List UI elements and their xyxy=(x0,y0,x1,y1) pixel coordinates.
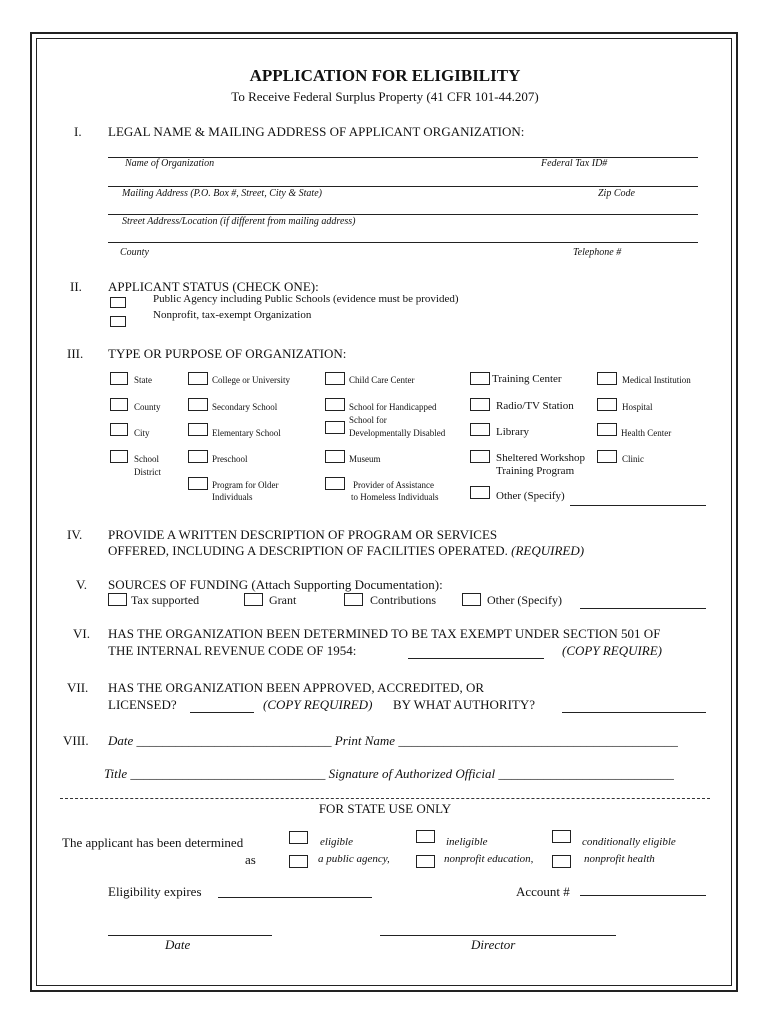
section-6-line-1: HAS THE ORGANIZATION BEEN DETERMINED TO BE TAX EXEMPT UNDER SECTION 501 OF xyxy=(108,626,661,641)
street-address-line[interactable] xyxy=(108,214,698,215)
section-4-line-2 xyxy=(108,543,584,559)
authority-answer-line[interactable] xyxy=(562,712,706,713)
conditionally-eligible-checkbox[interactable] xyxy=(552,830,571,843)
contributions-label: Contributions xyxy=(370,593,437,607)
radio-tv-label: Radio/TV Station xyxy=(496,400,574,412)
conditionally-eligible-label: conditionally eligible xyxy=(582,836,676,848)
section-3-heading: TYPE OR PURPOSE OF ORGANIZATION: xyxy=(108,346,347,361)
tax-supported-checkbox[interactable] xyxy=(108,593,127,606)
as-label: as xyxy=(245,852,256,867)
grant-checkbox[interactable] xyxy=(244,593,263,606)
section-2-heading: APPLICANT STATUS (CHECK ONE): xyxy=(108,279,319,294)
college-checkbox[interactable] xyxy=(188,372,208,385)
state-checkbox[interactable] xyxy=(110,372,128,385)
section-7-numeral: VII. xyxy=(67,680,89,695)
radio-tv-checkbox[interactable] xyxy=(470,398,490,411)
contributions-checkbox[interactable] xyxy=(344,593,363,606)
section-1-numeral: I. xyxy=(74,124,82,139)
tax-id-label: Federal Tax ID# xyxy=(541,158,608,169)
museum-checkbox[interactable] xyxy=(325,450,345,463)
section-4-line-1: PROVIDE A WRITTEN DESCRIPTION OF PROGRAM OR SERVICES xyxy=(108,527,498,542)
section-4-line-2-text: OFFERED, INCLUDING A DESCRIPTION OF FACILITIES OPERATED. xyxy=(108,543,508,558)
other-type-checkbox[interactable] xyxy=(470,486,490,499)
state-use-divider xyxy=(60,798,710,799)
tax-supported-label: Tax supported xyxy=(131,593,200,607)
grant-label: Grant xyxy=(269,593,297,607)
section-6-copy-required: (COPY REQUIRE) xyxy=(562,643,663,658)
director-label: Director xyxy=(471,937,516,952)
health-center-label: Health Center xyxy=(621,428,672,438)
ineligible-checkbox[interactable] xyxy=(416,830,435,843)
medical-institution-label: Medical Institution xyxy=(622,375,691,385)
county-line[interactable] xyxy=(108,242,698,243)
zip-code-label: Zip Code xyxy=(598,188,635,199)
museum-label: Museum xyxy=(349,454,381,464)
older-individuals-checkbox[interactable] xyxy=(188,477,208,490)
child-care-label: Child Care Center xyxy=(349,375,415,385)
medical-institution-checkbox[interactable] xyxy=(597,372,617,385)
school-district-checkbox[interactable] xyxy=(110,450,128,463)
section-7-authority: BY WHAT AUTHORITY? xyxy=(393,697,536,712)
eligibility-expires-label: Eligibility expires xyxy=(108,884,202,899)
public-agency-label: Public Agency including Public Schools (evidence must be provided) xyxy=(153,293,459,305)
state-label: State xyxy=(134,375,152,385)
account-line[interactable] xyxy=(580,895,706,896)
org-name-label: Name of Organization xyxy=(125,158,215,169)
public-agency-state-label: a public agency, xyxy=(318,853,390,865)
date-signature-line[interactable] xyxy=(108,935,272,936)
section-5-numeral: V. xyxy=(76,577,87,592)
ineligible-label: ineligible xyxy=(446,836,488,848)
other-funding-specify-line[interactable] xyxy=(580,608,706,609)
nonprofit-education-label: nonprofit education, xyxy=(444,853,534,865)
nonprofit-checkbox[interactable] xyxy=(110,316,126,327)
section-8-numeral: VIII. xyxy=(63,733,89,748)
eligible-checkbox[interactable] xyxy=(289,831,308,844)
section-2-numeral: II. xyxy=(70,279,82,294)
other-funding-checkbox[interactable] xyxy=(462,593,481,606)
city-label: City xyxy=(134,428,150,438)
licensed-answer-line[interactable] xyxy=(190,712,254,713)
sheltered-workshop-checkbox[interactable] xyxy=(470,450,490,463)
preschool-label: Preschool xyxy=(212,454,248,464)
state-use-heading: FOR STATE USE ONLY xyxy=(318,801,452,816)
date-print-name-line[interactable]: Date ______________________________ Print Name ___________________________________________ xyxy=(108,733,678,748)
preschool-checkbox[interactable] xyxy=(188,450,208,463)
section-4-required: (REQUIRED) xyxy=(511,543,585,558)
library-label: Library xyxy=(496,426,529,438)
older-individuals-label-1: Program for Older xyxy=(212,480,279,490)
section-7-licensed: LICENSED? xyxy=(108,697,177,712)
elementary-school-label: Elementary School xyxy=(212,428,281,438)
section-7-copy-required: (COPY REQUIRED) xyxy=(263,697,373,712)
hospital-label: Hospital xyxy=(622,402,653,412)
public-agency-checkbox[interactable] xyxy=(110,297,126,308)
older-individuals-label-2: Individuals xyxy=(212,492,253,502)
training-center-checkbox[interactable] xyxy=(470,372,490,385)
account-label: Account # xyxy=(516,884,570,899)
elementary-school-checkbox[interactable] xyxy=(188,423,208,436)
school-district-label-1: School xyxy=(134,454,160,464)
mailing-address-label: Mailing Address (P.O. Box #, Street, City & State) xyxy=(122,188,322,199)
developmentally-disabled-checkbox[interactable] xyxy=(325,421,345,434)
form-subtitle: To Receive Federal Surplus Property (41 CFR 101-44.207) xyxy=(231,89,539,104)
title-signature-line[interactable]: Title ______________________________ Signature of Authorized Official ___________________________ xyxy=(104,766,674,781)
section-1-heading: LEGAL NAME & MAILING ADDRESS OF APPLICANT ORGANIZATION: xyxy=(108,124,525,139)
form-title: APPLICATION FOR ELIGIBILITY xyxy=(249,66,521,85)
county-label: County xyxy=(120,247,149,258)
training-center-label: Training Center xyxy=(492,373,562,385)
homeless-provider-label-2: to Homeless Individuals xyxy=(351,492,439,502)
child-care-checkbox[interactable] xyxy=(325,372,345,385)
sheltered-workshop-label-2: Training Program xyxy=(496,465,575,477)
tax-exempt-answer-line[interactable] xyxy=(408,658,544,659)
county-type-label: County xyxy=(134,402,161,412)
health-center-checkbox[interactable] xyxy=(597,423,617,436)
section-4-numeral: IV. xyxy=(67,527,83,542)
public-agency-state-checkbox[interactable] xyxy=(289,855,308,868)
city-checkbox[interactable] xyxy=(110,423,128,436)
library-checkbox[interactable] xyxy=(470,423,490,436)
sheltered-workshop-label-1: Sheltered Workshop xyxy=(496,452,586,464)
secondary-school-checkbox[interactable] xyxy=(188,398,208,411)
eligibility-expires-line[interactable] xyxy=(218,897,372,898)
nonprofit-health-checkbox[interactable] xyxy=(552,855,571,868)
mailing-address-line[interactable] xyxy=(108,186,698,187)
homeless-provider-label-1: Provider of Assistance xyxy=(353,480,434,490)
handicapped-school-checkbox[interactable] xyxy=(325,398,345,411)
section-6-line-2: THE INTERNAL REVENUE CODE OF 1954: xyxy=(108,643,357,658)
date-label: Date xyxy=(165,937,191,952)
section-5-heading: SOURCES OF FUNDING (Attach Supporting Documentation): xyxy=(108,577,443,592)
other-funding-label: Other (Specify) xyxy=(487,593,562,607)
nonprofit-health-label: nonprofit health xyxy=(584,853,655,865)
secondary-school-label: Secondary School xyxy=(212,402,278,412)
clinic-label: Clinic xyxy=(622,454,644,464)
handicapped-school-label: School for Handicapped xyxy=(349,402,437,412)
college-label: College or University xyxy=(212,375,290,385)
developmentally-disabled-label-1: School for xyxy=(349,415,387,425)
eligible-label: eligible xyxy=(320,836,353,848)
developmentally-disabled-label-2: Developmentally Disabled xyxy=(349,428,446,438)
other-type-label: Other (Specify) xyxy=(496,490,565,502)
county-checkbox[interactable] xyxy=(110,398,128,411)
section-3-numeral: III. xyxy=(67,346,84,361)
homeless-provider-checkbox[interactable] xyxy=(325,477,345,490)
school-district-label-2: District xyxy=(134,467,161,477)
nonprofit-education-checkbox[interactable] xyxy=(416,855,435,868)
clinic-checkbox[interactable] xyxy=(597,450,617,463)
other-type-specify-line[interactable] xyxy=(570,505,706,506)
hospital-checkbox[interactable] xyxy=(597,398,617,411)
nonprofit-label: Nonprofit, tax-exempt Organization xyxy=(153,309,312,321)
determined-label: The applicant has been determined xyxy=(62,835,244,850)
section-7-line-1: HAS THE ORGANIZATION BEEN APPROVED, ACCREDITED, OR xyxy=(108,680,485,695)
director-signature-line[interactable] xyxy=(380,935,616,936)
section-6-numeral: VI. xyxy=(73,626,90,641)
telephone-label: Telephone # xyxy=(573,247,622,258)
street-address-label: Street Address/Location (if different from mailing address) xyxy=(122,216,356,227)
